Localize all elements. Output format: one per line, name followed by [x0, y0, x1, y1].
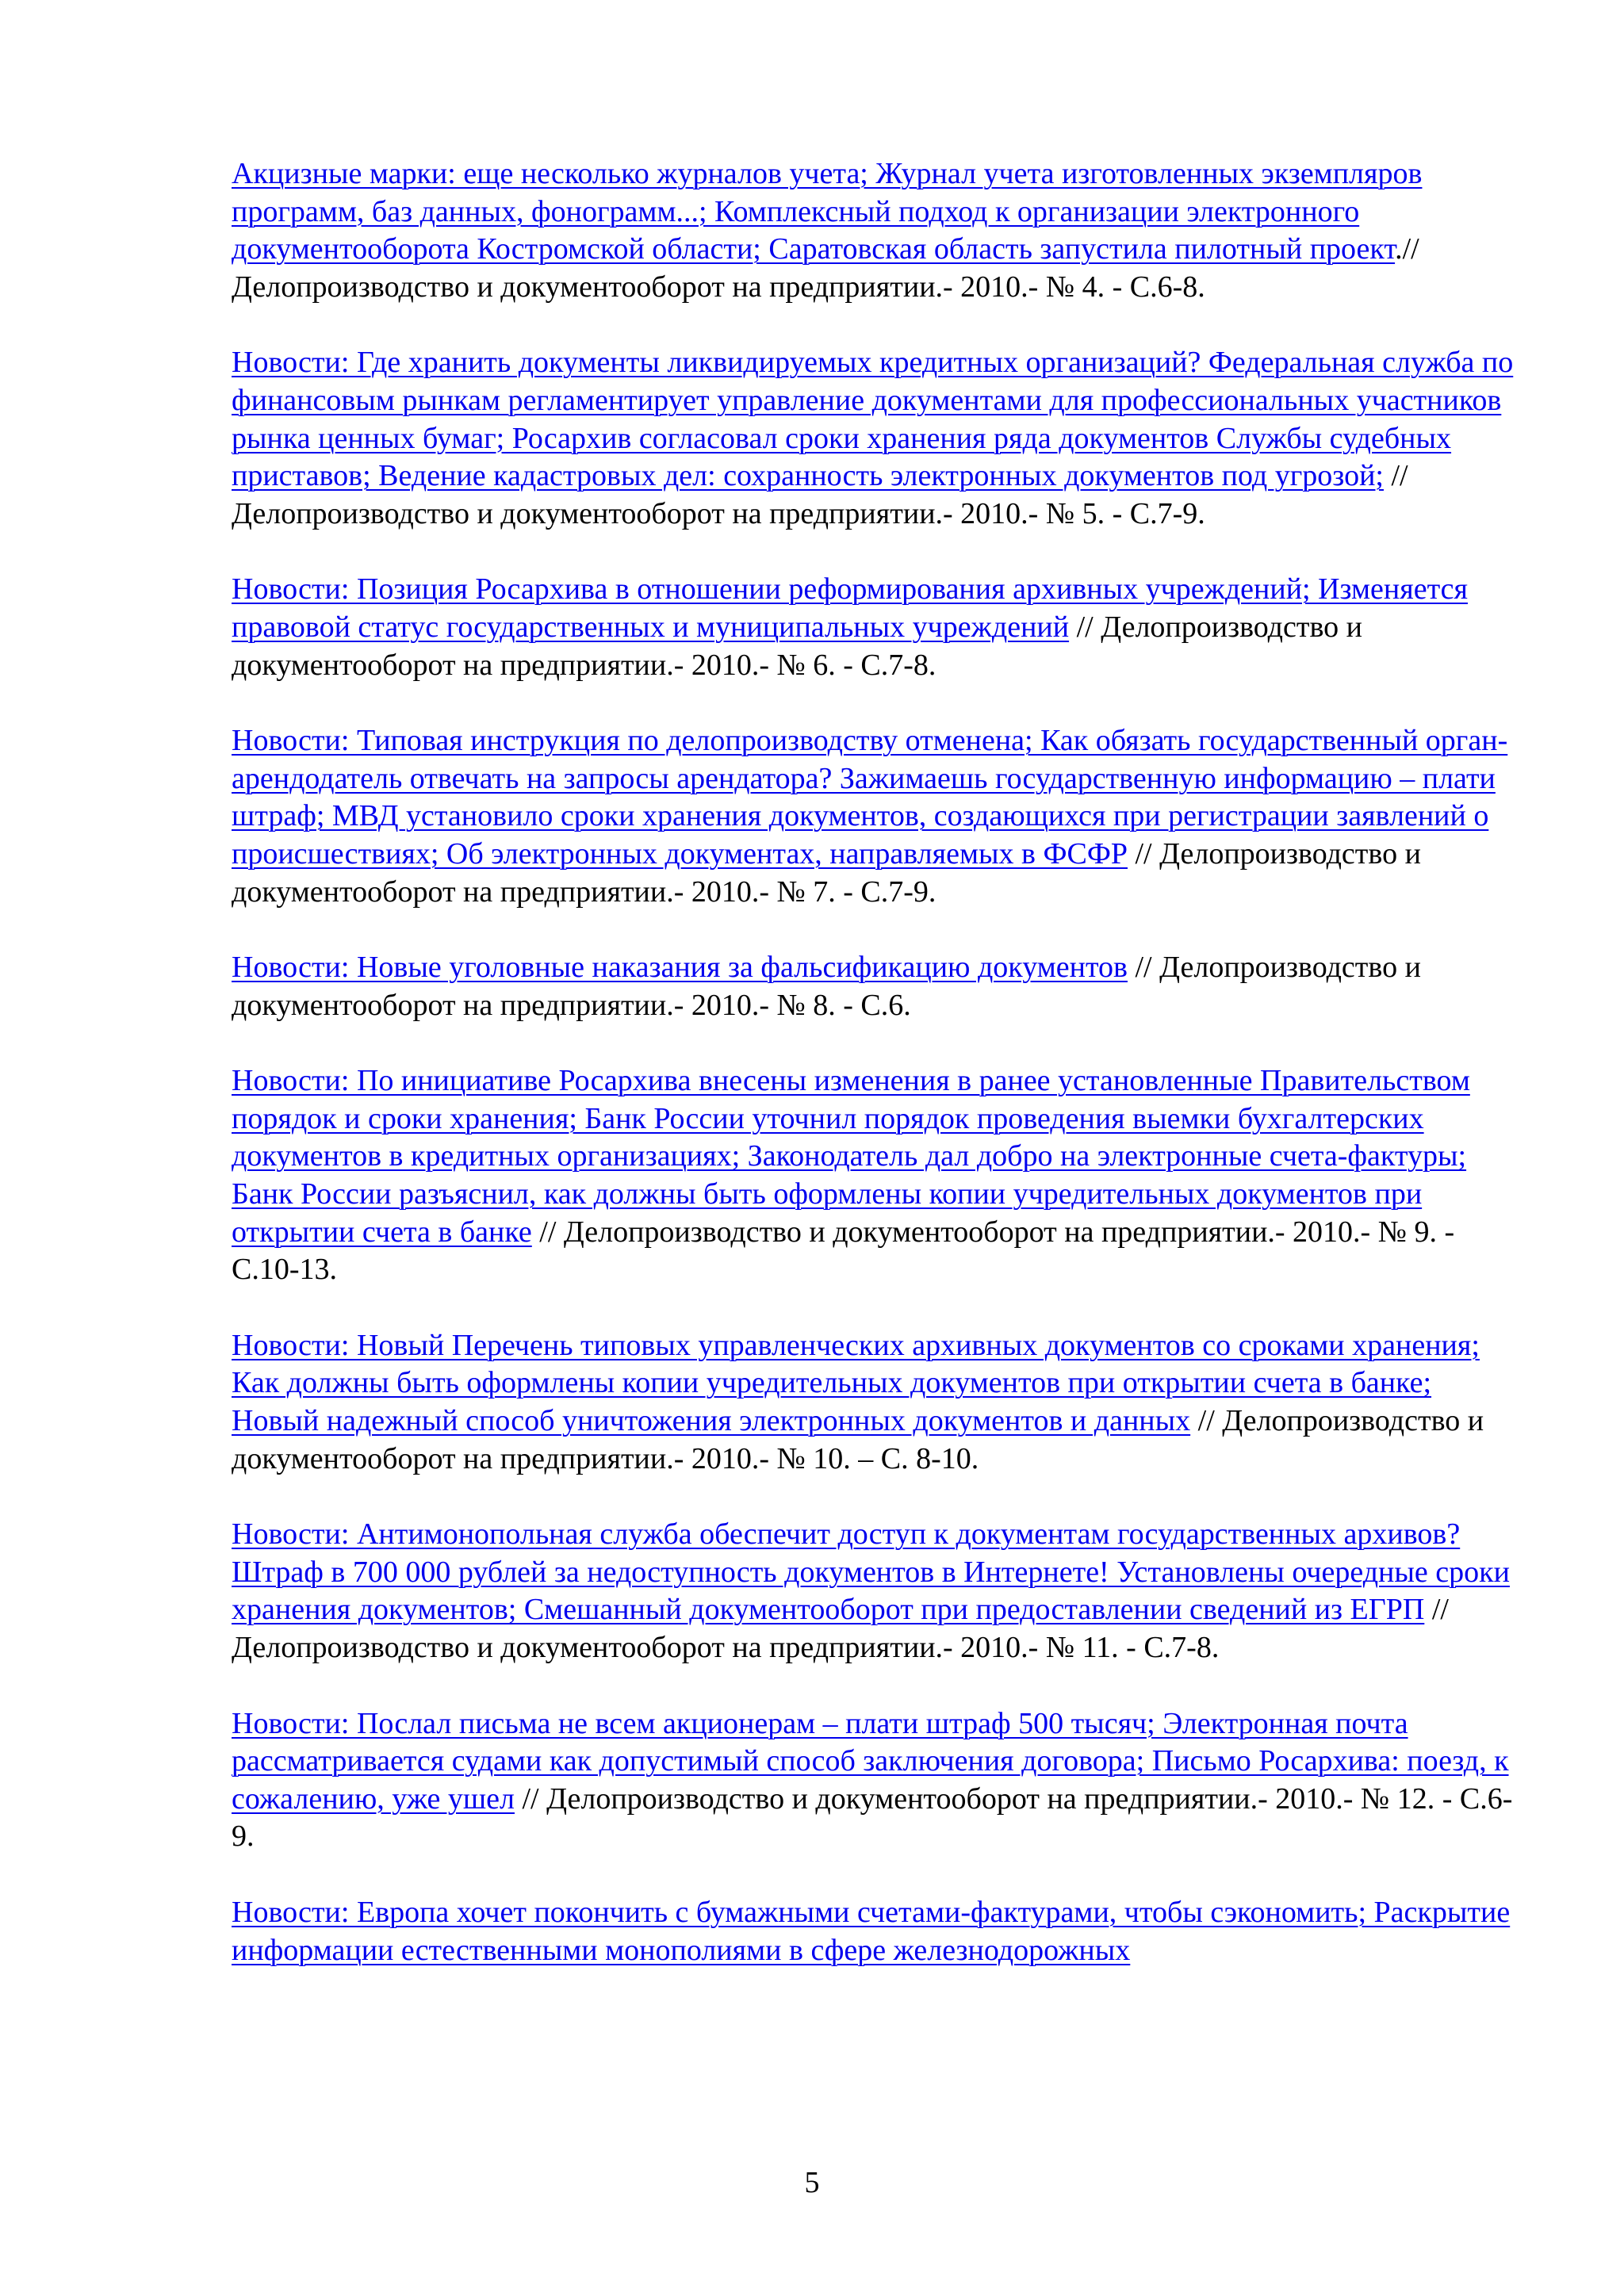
entry-citation: // Делопроизводство и документооборот на предприятии.- 2010.- № 6. - С.7-8.: [232, 610, 1363, 682]
entry-link[interactable]: Новости: Позиция Росархива в отношении реформирования архивных учреждений; Изменяется правовой статус государственных и муниципальных учреждений: [232, 572, 1469, 644]
entry-link[interactable]: Новости: Новый Перечень типовых управленческих архивных документов со сроками хранения; Как должны быть оформлены копии учредительных документов при открытии счета в банке; Новый надежный способ уничтожения электронных документов и данных: [232, 1328, 1480, 1438]
entry-link[interactable]: Новости: Послал письма не всем акционерам – плати штраф 500 тысяч; Электронная почта рассматривается судами как допустимый способ заключения договора; Письмо Росархива: поезд, к сожалению, уже ушел: [232, 1706, 1509, 1816]
document-body: [232, 155, 1516, 2007]
bibliography-entry: [232, 722, 1516, 911]
entry-citation: // Делопроизводство и документооборот на предприятии.- 2010.- № 5. - С.7-9.: [232, 459, 1408, 530]
entry-link[interactable]: Новости: Европа хочет покончить с бумажными счетами-фактурами, чтобы сэкономить; Раскрытие информации естественными монополиями в сфере железнодорожных: [232, 1895, 1511, 1967]
entry-link[interactable]: Новости: По инициативе Росархива внесены изменения в ранее установленные Правительством порядок и сроки хранения; Банк России уточнил порядок проведения выемки бухгалтерских документов в кредитных организациях; Законодатель дал добро на электронные счета-фактуры; Банк России разъяснил, как должны быть оформлены копии учредительных документов при открытии счета в банке: [232, 1064, 1470, 1249]
bibliography-entry: [232, 1894, 1516, 1969]
entry-citation: // Делопроизводство и документооборот на предприятии.- 2010.- № 11. - С.7-8.: [232, 1593, 1449, 1664]
bibliography-entry: [232, 1705, 1516, 1856]
bibliography-entry: [232, 1516, 1516, 1667]
entry-link[interactable]: Новости: Где хранить документы ликвидируемых кредитных организаций? Федеральная служба по финансовым рынкам регламентирует управление документами для профессиональных участников рынка ценных бумаг; Росархив согласовал сроки хранения ряда документов Службы судебных приставов; Ведение кадастровых дел: сохранность электронных документов под угрозой;: [232, 346, 1514, 493]
entry-citation: // Делопроизводство и документооборот на предприятии.- 2010.- № 12. - С.6-9.: [232, 1781, 1513, 1854]
bibliography-entry: [232, 1327, 1516, 1478]
page-number: 5: [804, 2166, 820, 2199]
bibliography-entry: [232, 949, 1516, 1024]
bibliography-entry: [232, 155, 1516, 306]
entry-citation: // Делопроизводство и документооборот на предприятии.- 2010.- № 9. - С.10-13.: [232, 1215, 1455, 1287]
bibliography-entry: [232, 344, 1516, 533]
entry-link[interactable]: Акцизные марки: еще несколько журналов учета; Журнал учета изготовленных экземпляров программ, баз данных, фонограмм...; Комплексный подход к организации электронного документооборота Костромской области; Саратовская область запустила пилотный проект: [232, 157, 1423, 266]
bibliography-entry: [232, 571, 1516, 684]
bibliography-entry: [232, 1062, 1516, 1289]
entry-citation: // Делопроизводство и документооборот на предприятии.- 2010.- № 7. - С.7-9.: [232, 836, 1421, 909]
entry-citation: .// Делопроизводство и документооборот на предприятии.- 2010.- № 4. - С.6-8.: [232, 232, 1419, 304]
entry-link[interactable]: Новости: Антимонопольная служба обеспечит доступ к документам государственных архивов? Штраф в 700 000 рублей за недоступность документов в Интернете! Установлены очередные сроки хранения документов; Смешанный документооборот при предоставлении сведений из ЕГРП: [232, 1517, 1510, 1627]
entry-link[interactable]: Новости: Новые уголовные наказания за фальсификацию документов: [232, 951, 1128, 985]
entry-citation: // Делопроизводство и документооборот на предприятии.- 2010.- № 8. - С.6.: [232, 951, 1421, 1022]
entry-citation: // Делопроизводство и документооборот на предприятии.- 2010.- № 10. – С. 8-10.: [232, 1404, 1484, 1475]
entry-link[interactable]: Новости: Типовая инструкция по делопроизводству отменена; Как обязать государственный орган-арендодатель отвечать на запросы арендатора? Зажимаешь государственную информацию – плати штраф; МВД установило сроки хранения документов, создающихся при регистрации заявлений о происшествиях; Об электронных документах, направляемых в ФСФР: [232, 724, 1508, 871]
